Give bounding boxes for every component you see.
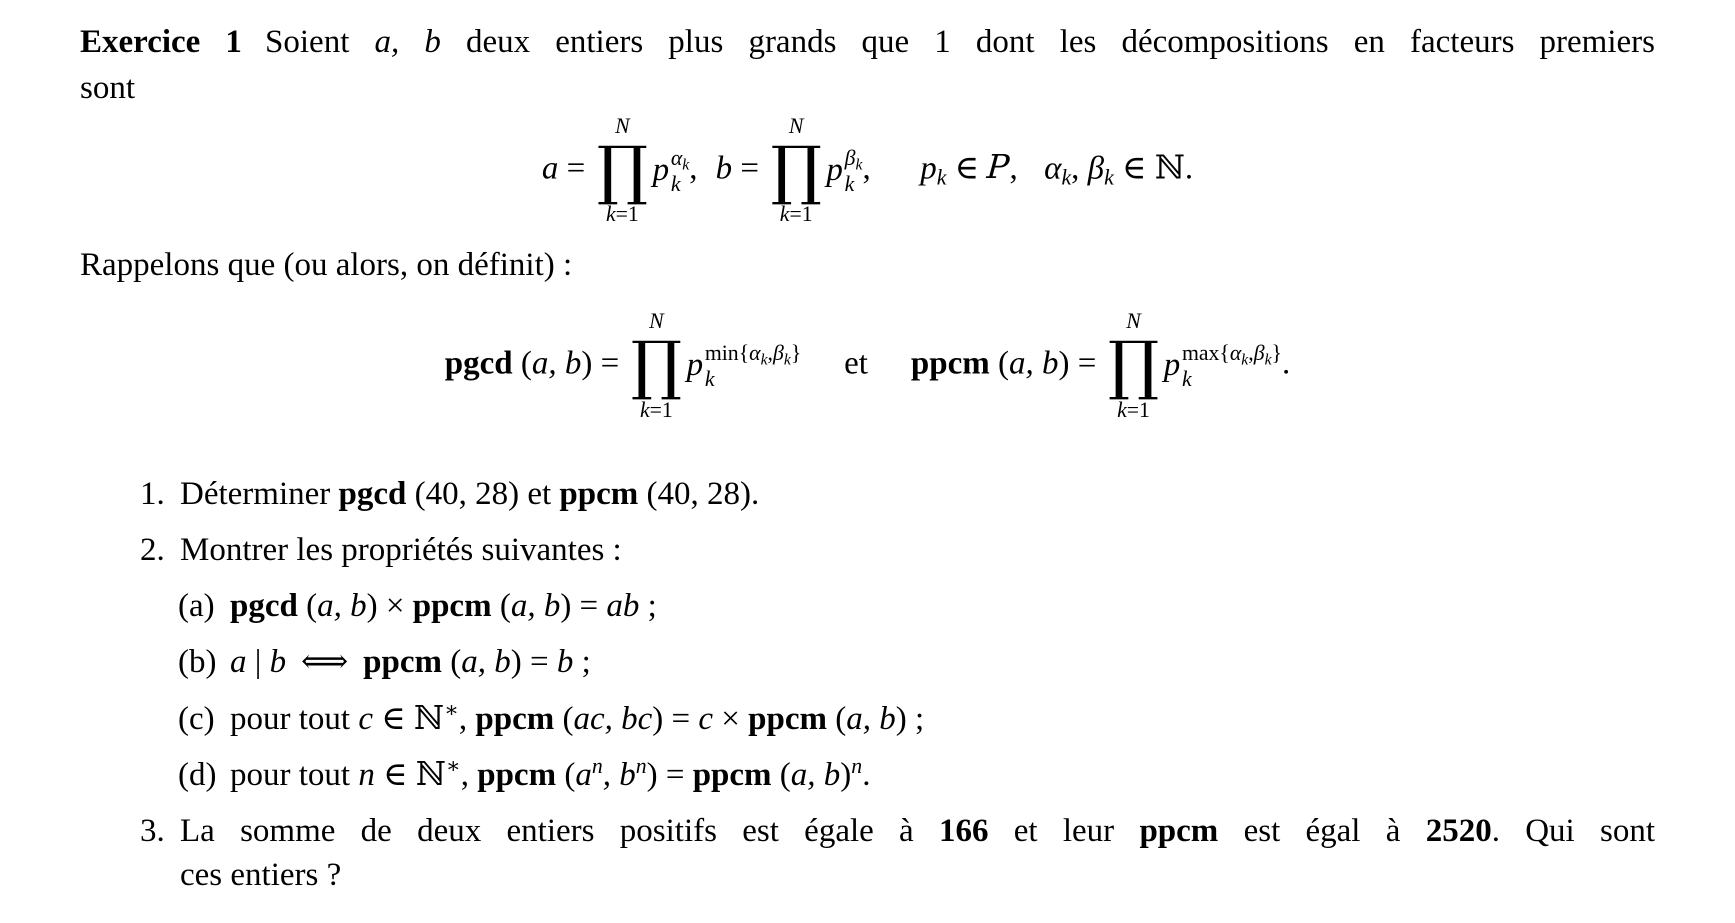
math-it: k [1117,397,1127,422]
math-bf: ppcm [748,700,827,737]
math-it: p [1163,347,1181,384]
math-rm: =1 [1126,397,1150,422]
equation-prime-factorization [80,113,1655,229]
stacked-superscript [670,145,690,174]
math-it: β [844,145,856,170]
product-operator [597,113,648,229]
math-bf: Exercice 1 [80,24,242,60]
math-bf: ppcm [910,345,990,382]
math-bf: pgcd [230,588,298,625]
math-it: k [639,397,650,422]
math-it: a, b [510,588,561,625]
item-2a-marker: (a) [178,588,215,625]
math-rm: ∈ [946,150,988,187]
stacked-superscript [704,340,802,369]
product-operator [1108,308,1159,424]
math-rm: ∈ ℕ [372,700,445,737]
math-rm: ) = [510,644,557,681]
math-it: , b [602,756,636,793]
math-it: c [358,700,373,737]
math-sup: n [591,753,603,778]
script-stack [1182,340,1282,392]
item-2c-marker: (c) [178,700,215,737]
script-stack [705,340,801,392]
math-it: N [615,114,630,139]
product-lower-limit [640,397,673,424]
product-operator [771,113,822,229]
item-1-body [180,472,1655,516]
math-rm: Déterminer [180,475,339,512]
stacked-superscript [1181,340,1282,369]
recall-paragraph: Rappelons que (ou alors, on définit) : [80,246,573,283]
item-2-marker: 2. [140,531,165,568]
math-rm: ) [840,756,852,793]
math-it: N [1126,309,1141,334]
math-bf: pgcd [444,345,513,382]
math-rm: } [1271,340,1282,365]
math-sup: ∗ [445,753,461,778]
math-it: k [844,171,855,196]
product-symbol: ∏ [1107,328,1160,404]
math-it: a, b [790,756,841,793]
math-sup: n [635,753,647,778]
intro-paragraph-line1 [80,20,1655,66]
script-base [1164,349,1181,382]
math-it: β [1253,340,1265,365]
math-rm: et [844,345,868,382]
math-rm: ) = [1058,345,1105,382]
intro-paragraph-line2: sont [80,69,136,106]
math-it: a, b [846,700,896,737]
math-rm: pour tout [230,700,359,737]
math-it: a, b [374,24,441,60]
item-2-body [180,528,1655,572]
math-rm: ∈ ℕ. [1113,150,1194,187]
math-it: n [358,756,375,793]
math-cal: P [985,147,1011,187]
math-it: b [269,644,287,681]
math-rm: ; [573,644,591,681]
stacked-subscript [845,171,855,197]
math-it: α [749,340,761,365]
math-it: a, b [1008,345,1059,382]
math-sub: k [760,351,768,369]
math-rm: , [1009,150,1018,187]
math-rm: =1 [789,202,813,227]
scripted-symbol [1164,340,1282,392]
math-rm: , [458,700,476,737]
math-it: p [652,152,670,189]
math-rm: min{ [704,340,750,365]
math-rm: ( [827,700,847,737]
math-it: a [541,150,559,187]
math-it: c [698,700,714,737]
math-it: a [230,644,247,681]
math-it: k [605,202,616,227]
script-stack [671,145,689,197]
stacked-subscript [705,366,715,392]
math-sub: k [1061,165,1072,190]
math-bf: ppcm [363,644,442,681]
math-rm: . [862,756,871,793]
math-it: ab [606,588,640,625]
math-bf: ppcm [1139,813,1219,850]
math-bf: ppcm [559,475,639,512]
math-sup: ∗ [444,697,459,722]
scripted-symbol [687,340,802,392]
math-it: ac, bc [573,700,653,737]
math-rm: ∈ ℕ [374,756,446,793]
math-bf: ppcm [475,700,555,737]
math-rm: ) = [652,700,699,737]
math-it: N [788,114,804,139]
question-list [80,472,1655,898]
math-it: α [1044,150,1062,187]
math-it: p [686,347,704,384]
math-bf: 166 [938,813,989,850]
math-sub: k [1241,351,1249,369]
item-3-line1 [180,809,1655,853]
math-rm: , [862,150,871,187]
math-rm: . Qui sont [1491,813,1656,850]
math-rm: . [1281,345,1291,382]
math-it: a [575,756,592,793]
list-item-3 [140,809,1655,897]
math-sub: k [1264,351,1272,369]
math-rm: ( [554,700,574,737]
math-it: α [670,145,683,170]
math-rm: × [713,700,749,737]
math-rm: (40, 28). [638,475,760,512]
math-sub: k [936,165,947,190]
list-item-2 [140,528,1655,572]
math-it: a, b [317,588,367,625]
item-3-line2: ces entiers ? [180,857,342,894]
math-rm: ; [639,588,657,625]
math-rm: , [1071,150,1088,187]
math-rm: = [732,150,768,187]
math-bf: 2520 [1425,813,1492,850]
math-bf: ppcm [692,756,772,793]
math-rm: max{ [1181,340,1230,365]
math-rm: =1 [615,202,639,227]
script-base [826,154,843,187]
item-2b-marker: (b) [178,644,217,681]
math-rm: La somme de deux entiers positifs est égale à [180,813,939,850]
math-rm: , [460,756,478,793]
math-rm: ) ; [895,700,925,737]
stacked-superscript [844,145,863,174]
math-rm: ( [771,756,791,793]
math-rm: = [558,150,594,187]
math-rm: Soient [265,24,375,60]
math-rm: est égal à [1218,813,1426,850]
math-bf: pgcd [338,475,407,512]
math-rm: , [689,150,698,187]
math-sup: n [851,753,863,778]
math-rm: , [1248,340,1254,365]
product-symbol: ∏ [630,328,682,404]
math-rm: ( [297,588,318,625]
script-stack [845,145,863,197]
math-it: a, b [531,345,582,382]
item-3-body [180,809,1655,897]
scripted-symbol [653,145,690,197]
item-1-marker: 1. [140,475,165,512]
item-2d-body [230,753,1655,797]
math-it: b [556,644,574,681]
product-operator [631,308,682,424]
math-it: β [773,340,784,365]
math-it: p [920,150,937,187]
list-item-2b [178,640,1655,684]
list-item-2c [178,697,1655,741]
math-sub: k [855,156,863,174]
scripted-symbol [826,145,862,197]
math-it: β [1087,150,1105,187]
script-base [653,154,670,187]
math-rm: ( [556,756,576,793]
math-rm: pour tout [230,756,359,793]
item-2b-body [230,640,1655,684]
list-item-1 [140,472,1655,516]
math-rm: ( [512,345,532,382]
math-it: k [670,171,681,196]
list-item-2a [178,584,1655,628]
math-bf: ppcm [477,756,557,793]
item-2c-body [230,697,1655,741]
math-rm: Montrer les propriétés suivantes : [180,531,622,568]
math-it: k [704,366,715,391]
math-bf: ppcm [412,588,492,625]
math-sub: k [1104,165,1114,190]
math-rm: (40, 28) et [406,475,560,512]
math-rm: et leur [988,813,1140,850]
math-rm: ) × [366,588,413,625]
item-2d-marker: (d) [178,756,217,793]
product-symbol: ∏ [770,133,822,209]
math-rm: ) = [560,588,607,625]
math-it: k [779,202,790,227]
list-item-2d [178,753,1655,797]
math-it: k [1181,366,1192,391]
math-it: p [826,152,843,189]
math-rm: | [246,644,270,681]
product-symbol: ∏ [596,133,649,209]
math-rm: , [767,340,773,365]
math-it: a, b [461,644,511,681]
math-rm: ( [491,588,511,625]
stacked-subscript [671,171,681,197]
math-rm: ) = [581,345,628,382]
product-lower-limit [1117,397,1150,424]
math-it: N [649,309,664,334]
math-rm: ( [989,345,1009,382]
script-base [687,349,704,382]
product-lower-limit [780,201,813,228]
item-3-marker: 3. [140,813,165,850]
math-it: α [1229,340,1242,365]
math-rm: ⟺ [300,644,349,681]
math-rm: } [790,340,802,365]
math-sub: k [783,351,791,369]
stacked-subscript [1182,366,1192,392]
item-2a-body [230,584,1655,628]
math-rm: ( [441,644,462,681]
product-lower-limit [606,201,639,228]
math-rm: ) = [646,756,693,793]
math-rm: deux entiers plus grands que 1 dont les décompositions en facteurs premiers [440,24,1655,60]
math-rm: =1 [649,397,673,422]
math-it: b [715,150,733,187]
math-sub: k [682,156,690,174]
equation-gcd-lcm [80,308,1655,424]
